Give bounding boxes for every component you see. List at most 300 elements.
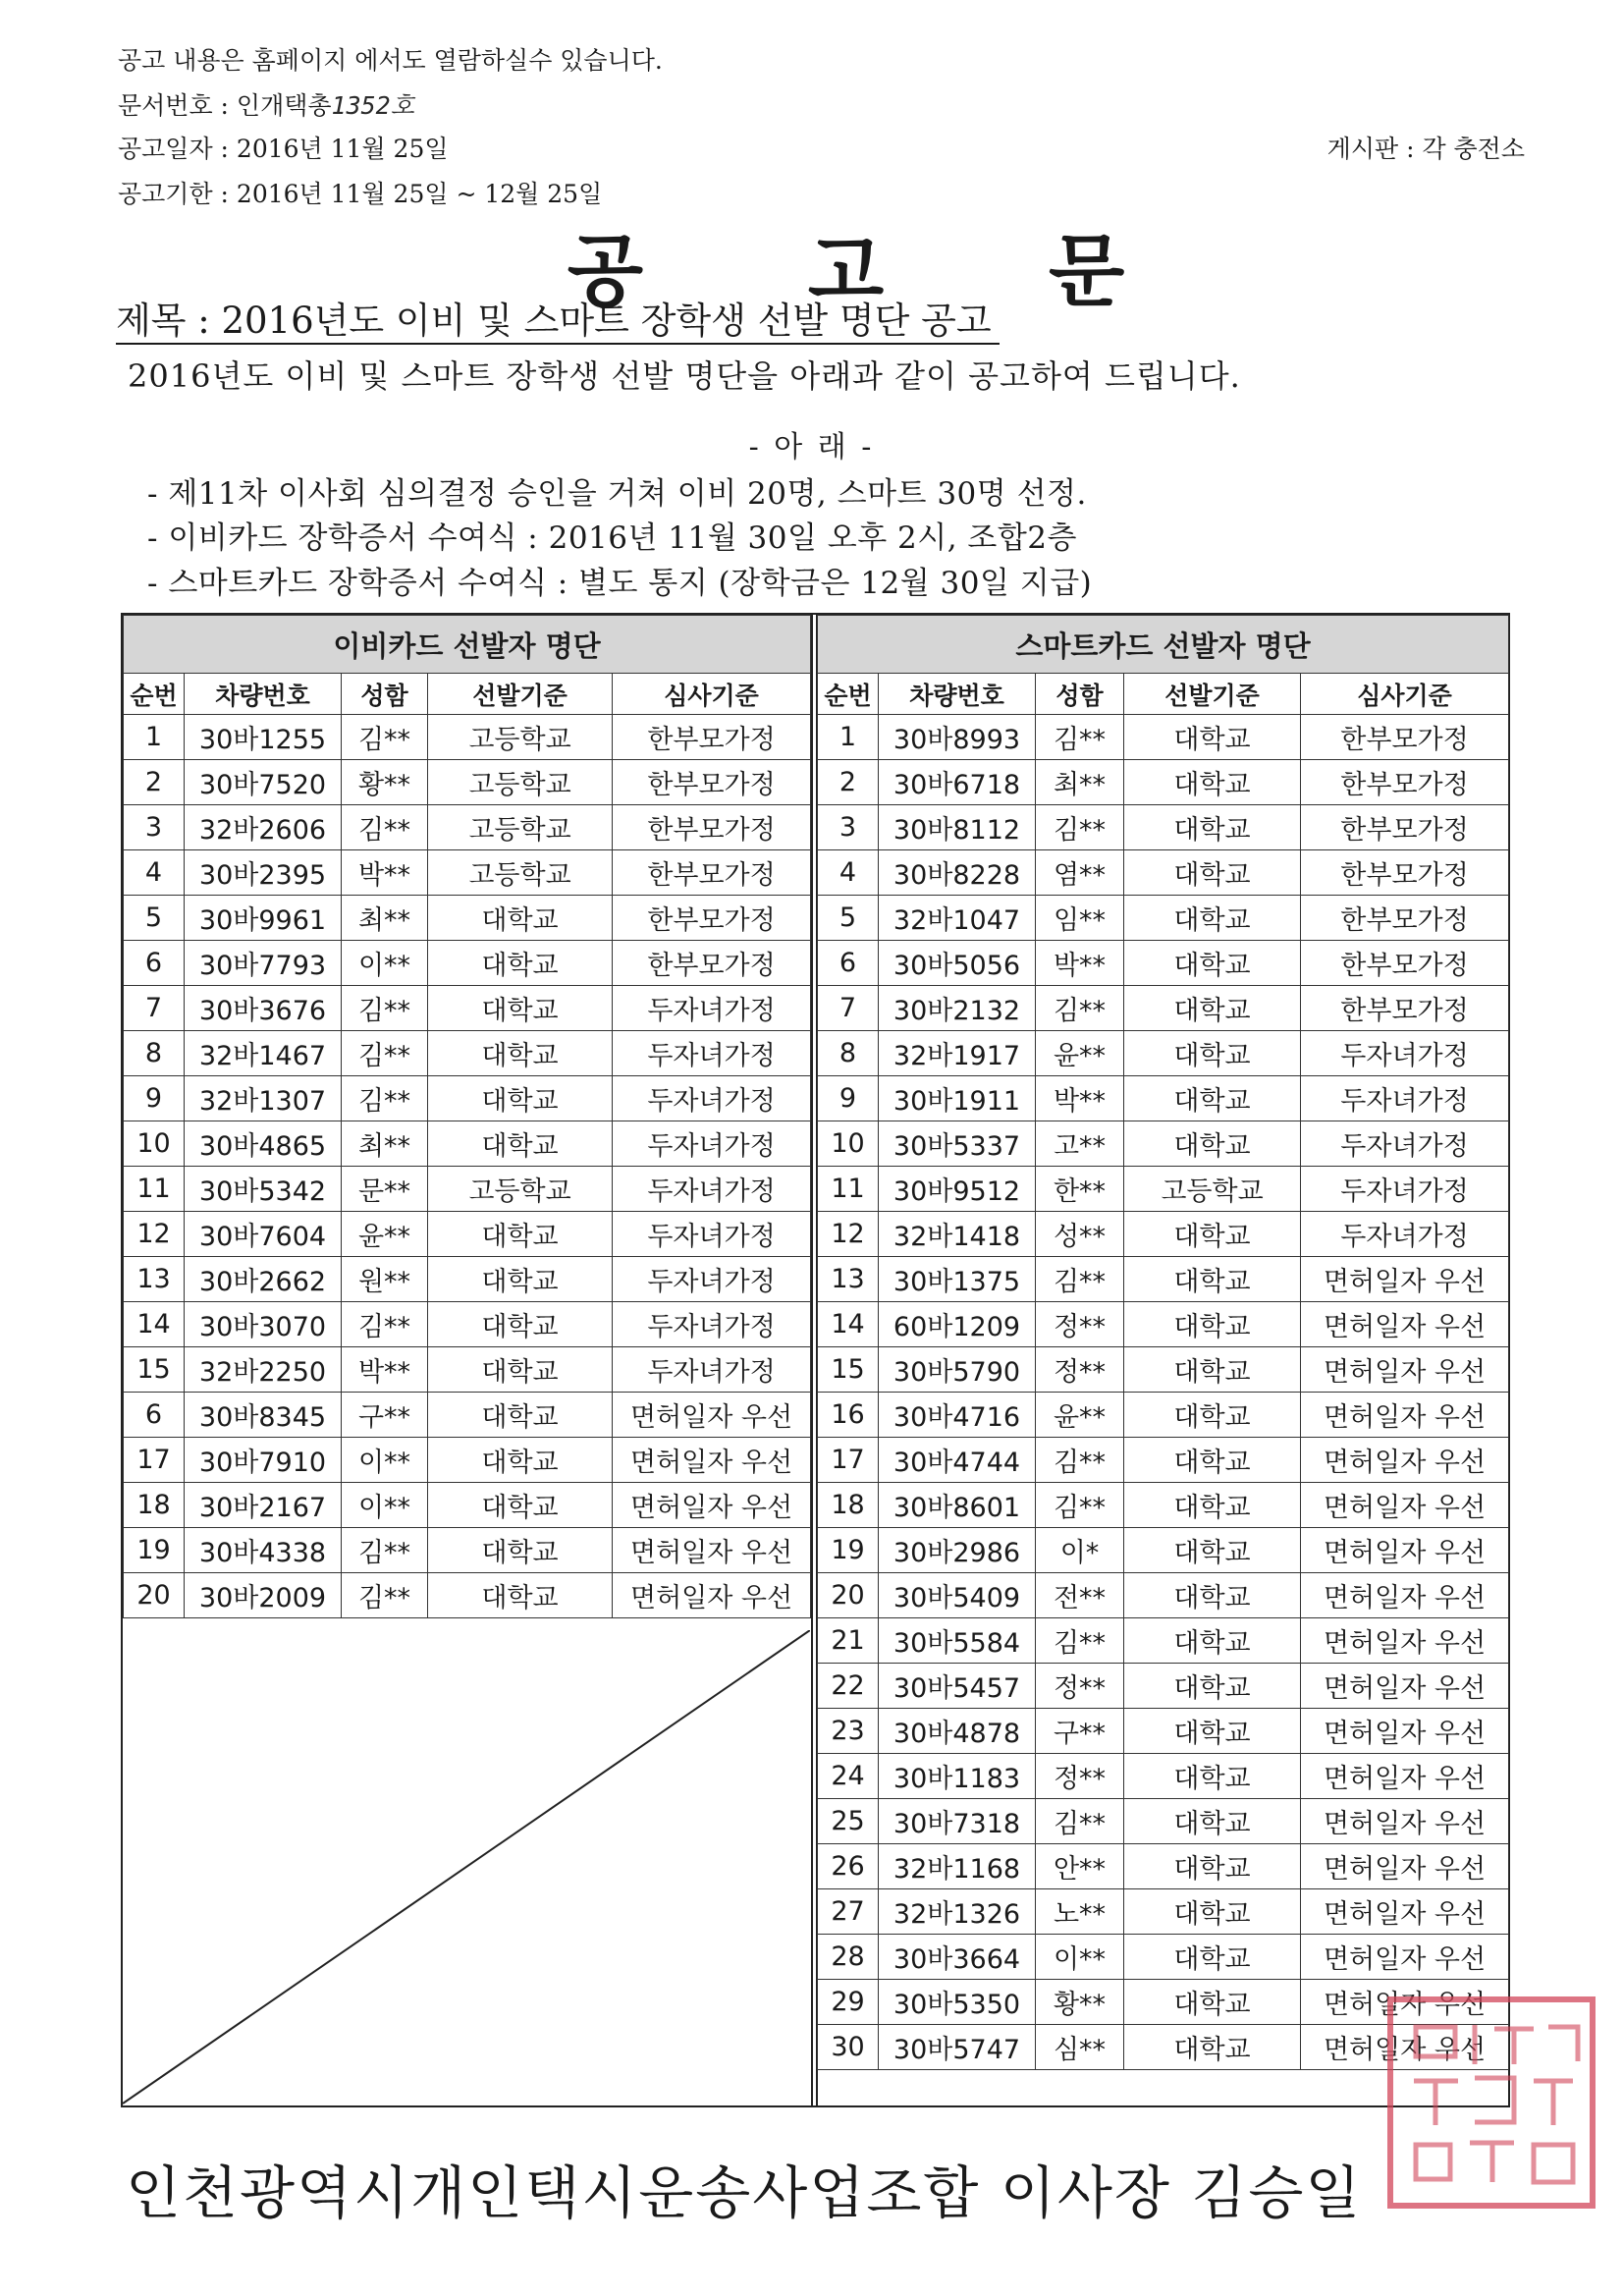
cell-no: 21	[818, 1618, 879, 1664]
cell-name: 박**	[342, 850, 428, 896]
cell-criteria: 면허일자 우선	[1301, 1889, 1509, 1935]
cell-selection: 대학교	[1124, 1121, 1301, 1167]
bullet-item: - 이비카드 장학증서 수여식 : 2016년 11월 30일 오후 2시, 조합2층	[147, 520, 1077, 556]
ebi-card-table-title: 이비카드 선발자 명단	[124, 616, 811, 674]
cell-selection: 대학교	[1124, 1664, 1301, 1709]
ebi-card-row	[124, 1076, 811, 1121]
cell-criteria: 두자녀가정	[613, 1212, 811, 1257]
bulletin-board-label: 게시판 : 각 충전소	[1326, 135, 1525, 163]
cell-criteria: 두자녀가정	[1301, 1121, 1509, 1167]
cell-plate: 30바1375	[879, 1257, 1036, 1302]
cell-selection: 대학교	[1124, 1799, 1301, 1844]
column-header-selection: 선발기준	[428, 674, 613, 715]
document-number	[118, 86, 414, 122]
cell-selection: 대학교	[1124, 1935, 1301, 1980]
cell-name: 정**	[1036, 1347, 1124, 1393]
cell-criteria: 면허일자 우선	[613, 1393, 811, 1438]
cell-selection: 대학교	[428, 1393, 613, 1438]
cell-criteria: 면허일자 우선	[613, 1438, 811, 1483]
cell-selection: 고등학교	[428, 715, 613, 760]
cell-selection: 대학교	[1124, 1483, 1301, 1528]
cell-plate: 30바5342	[185, 1167, 342, 1212]
column-header-no: 순번	[124, 674, 185, 715]
cell-criteria: 면허일자 우선	[1301, 1664, 1509, 1709]
cell-name: 김**	[1036, 1618, 1124, 1664]
cell-no: 30	[818, 2025, 879, 2070]
ebi-card-row	[124, 941, 811, 986]
cell-name: 최**	[1036, 760, 1124, 805]
cell-criteria: 두자녀가정	[1301, 1212, 1509, 1257]
cell-name: 성**	[1036, 1212, 1124, 1257]
cell-criteria: 면허일자 우선	[1301, 1393, 1509, 1438]
cell-no: 20	[124, 1573, 185, 1618]
cell-no: 9	[124, 1076, 185, 1121]
cell-name: 황**	[342, 760, 428, 805]
cell-plate: 30바7520	[185, 760, 342, 805]
cell-plate: 30바4744	[879, 1438, 1036, 1483]
smart-card-row	[818, 1844, 1509, 1889]
cell-name: 문**	[342, 1167, 428, 1212]
cell-name: 안**	[1036, 1844, 1124, 1889]
official-seal-stamp	[1377, 1988, 1606, 2217]
notice-period: 공고기한 : 2016년 11월 25일 ~ 12월 25일	[118, 180, 603, 208]
cell-plate: 32바1917	[879, 1031, 1036, 1076]
cell-selection: 대학교	[1124, 1212, 1301, 1257]
cell-criteria: 한부모가정	[613, 760, 811, 805]
cell-criteria: 한부모가정	[1301, 941, 1509, 986]
document-title: 공 고 문	[567, 225, 1194, 317]
cell-name: 윤**	[342, 1212, 428, 1257]
cell-no: 18	[818, 1483, 879, 1528]
cell-criteria: 한부모가정	[1301, 805, 1509, 850]
column-header-plate: 차량번호	[185, 674, 342, 715]
ebi-card-row	[124, 1573, 811, 1618]
cell-no: 2	[124, 760, 185, 805]
cell-selection: 대학교	[428, 1302, 613, 1347]
cell-plate: 32바1047	[879, 896, 1036, 941]
smart-card-row	[818, 1618, 1509, 1664]
cell-criteria: 면허일자 우선	[1301, 1573, 1509, 1618]
cell-no: 7	[124, 986, 185, 1031]
smart-card-row	[818, 1257, 1509, 1302]
cell-plate: 30바7910	[185, 1438, 342, 1483]
cell-no: 22	[818, 1664, 879, 1709]
cell-no: 17	[818, 1438, 879, 1483]
cell-selection: 고등학교	[428, 760, 613, 805]
cell-selection: 대학교	[428, 941, 613, 986]
ebi-card-row	[124, 896, 811, 941]
cell-no: 8	[124, 1031, 185, 1076]
cell-name: 김**	[1036, 715, 1124, 760]
cell-name: 김**	[342, 805, 428, 850]
cell-no: 10	[124, 1121, 185, 1167]
cell-criteria: 면허일자 우선	[1301, 1347, 1509, 1393]
ebi-card-row	[124, 1212, 811, 1257]
cell-no: 6	[124, 1393, 185, 1438]
ebi-card-column-headers	[124, 674, 811, 715]
cell-selection: 대학교	[428, 1031, 613, 1076]
column-header-selection: 선발기준	[1124, 674, 1301, 715]
cell-name: 김**	[1036, 1799, 1124, 1844]
cell-plate: 30바2009	[185, 1573, 342, 1618]
cell-no: 12	[124, 1212, 185, 1257]
smart-card-row	[818, 1438, 1509, 1483]
smart-card-row	[818, 1031, 1509, 1076]
cell-selection: 고등학교	[428, 805, 613, 850]
cell-criteria: 면허일자 우선	[1301, 1528, 1509, 1573]
cell-name: 김**	[1036, 1257, 1124, 1302]
section-heading: - 아 래 -	[748, 430, 875, 465]
cell-criteria: 면허일자 우선	[1301, 1483, 1509, 1528]
cell-criteria: 면허일자 우선	[1301, 1709, 1509, 1754]
cell-criteria: 두자녀가정	[1301, 1031, 1509, 1076]
cell-no: 6	[818, 941, 879, 986]
cell-no: 23	[818, 1709, 879, 1754]
smart-card-row	[818, 850, 1509, 896]
cell-criteria: 면허일자 우선	[613, 1528, 811, 1573]
homepage-notice: 공고 내용은 홈페이지 에서도 열람하실수 있습니다.	[118, 46, 663, 75]
smart-card-row	[818, 1167, 1509, 1212]
cell-plate: 30바4865	[185, 1121, 342, 1167]
cell-plate: 32바1168	[879, 1844, 1036, 1889]
cell-name: 박**	[342, 1347, 428, 1393]
column-header-name: 성함	[342, 674, 428, 715]
column-header-name: 성함	[1036, 674, 1124, 715]
intro-text: 2016년도 이비 및 스마트 장학생 선발 명단을 아래과 같이 공고하여 드립니다.	[128, 357, 1241, 395]
cell-plate: 30바5584	[879, 1618, 1036, 1664]
bullet-item: - 제11차 이사회 심의결정 승인을 거쳐 이비 20명, 스마트 30명 선정.	[147, 476, 1087, 512]
cell-no: 20	[818, 1573, 879, 1618]
column-header-plate: 차량번호	[879, 674, 1036, 715]
cell-selection: 대학교	[1124, 1302, 1301, 1347]
ebi-card-table	[123, 615, 811, 1618]
cell-name: 최**	[342, 1121, 428, 1167]
smart-card-row	[818, 1709, 1509, 1754]
smart-card-row	[818, 1799, 1509, 1844]
diagonal-line	[123, 1630, 810, 2104]
cell-plate: 30바8601	[879, 1483, 1036, 1528]
cell-selection: 대학교	[428, 1483, 613, 1528]
column-header-criteria: 심사기준	[613, 674, 811, 715]
cell-no: 27	[818, 1889, 879, 1935]
cell-criteria: 한부모가정	[613, 850, 811, 896]
cell-criteria: 한부모가정	[613, 715, 811, 760]
ebi-card-row	[124, 850, 811, 896]
smart-card-row	[818, 1347, 1509, 1393]
cell-selection: 대학교	[428, 896, 613, 941]
cell-no: 3	[124, 805, 185, 850]
cell-name: 전**	[1036, 1573, 1124, 1618]
smart-card-table	[817, 615, 1509, 2070]
cell-selection: 대학교	[428, 1121, 613, 1167]
cell-plate: 30바2395	[185, 850, 342, 896]
cell-name: 염**	[1036, 850, 1124, 896]
cell-criteria: 면허일자 우선	[1301, 1935, 1509, 1980]
cell-plate: 30바7318	[879, 1799, 1036, 1844]
cell-no: 24	[818, 1754, 879, 1799]
cell-plate: 30바8112	[879, 805, 1036, 850]
cell-criteria: 면허일자 우선	[1301, 1799, 1509, 1844]
document-subject: 제목 : 2016년도 이비 및 스마트 장학생 선발 명단 공고	[116, 300, 1000, 345]
cell-criteria: 한부모가정	[613, 941, 811, 986]
cell-plate: 30바8345	[185, 1393, 342, 1438]
smart-card-row	[818, 1393, 1509, 1438]
ebi-card-row	[124, 805, 811, 850]
column-header-criteria: 심사기준	[1301, 674, 1509, 715]
cell-no: 11	[818, 1167, 879, 1212]
cell-name: 정**	[1036, 1664, 1124, 1709]
smart-card-row	[818, 1573, 1509, 1618]
cell-selection: 대학교	[1124, 1528, 1301, 1573]
smart-card-column-headers	[818, 674, 1509, 715]
cell-selection: 대학교	[1124, 896, 1301, 941]
cell-criteria: 면허일자 우선	[1301, 1302, 1509, 1347]
cell-criteria: 한부모가정	[1301, 760, 1509, 805]
cell-plate: 30바2986	[879, 1528, 1036, 1573]
smart-card-table-title: 스마트카드 선발자 명단	[818, 616, 1509, 674]
cell-no: 1	[818, 715, 879, 760]
cell-plate: 30바4716	[879, 1393, 1036, 1438]
cell-plate: 32바1467	[185, 1031, 342, 1076]
cell-no: 16	[818, 1393, 879, 1438]
cell-selection: 대학교	[428, 1257, 613, 1302]
smart-card-row	[818, 760, 1509, 805]
cell-no: 29	[818, 1980, 879, 2025]
cell-plate: 30바8993	[879, 715, 1036, 760]
cell-criteria: 면허일자 우선	[1301, 1618, 1509, 1664]
bullet-item: - 스마트카드 장학증서 수여식 : 별도 통지 (장학금은 12월 30일 지급)	[147, 566, 1093, 601]
smart-card-row	[818, 986, 1509, 1031]
cell-plate: 32바1307	[185, 1076, 342, 1121]
ebi-card-row	[124, 1483, 811, 1528]
cell-selection: 대학교	[1124, 941, 1301, 986]
cell-criteria: 한부모가정	[1301, 715, 1509, 760]
cell-selection: 고등학교	[428, 850, 613, 896]
cell-selection: 대학교	[428, 1212, 613, 1257]
cell-name: 김**	[1036, 805, 1124, 850]
cell-criteria: 면허일자 우선	[1301, 2025, 1509, 2070]
cell-plate: 30바3676	[185, 986, 342, 1031]
cell-name: 김**	[1036, 1438, 1124, 1483]
ebi-card-row	[124, 715, 811, 760]
cell-criteria: 면허일자 우선	[1301, 1844, 1509, 1889]
column-header-no: 순번	[818, 674, 879, 715]
cell-name: 이**	[342, 1438, 428, 1483]
cell-selection: 대학교	[428, 1438, 613, 1483]
cell-name: 김**	[342, 1076, 428, 1121]
cell-no: 4	[818, 850, 879, 896]
cell-criteria: 한부모가정	[1301, 896, 1509, 941]
cell-name: 고**	[1036, 1121, 1124, 1167]
cell-no: 18	[124, 1483, 185, 1528]
cell-criteria: 두자녀가정	[613, 1302, 811, 1347]
cell-name: 김**	[342, 1528, 428, 1573]
smart-card-row	[818, 715, 1509, 760]
cell-plate: 30바3664	[879, 1935, 1036, 1980]
cell-selection: 대학교	[1124, 1573, 1301, 1618]
smart-card-row	[818, 1483, 1509, 1528]
cell-plate: 30바7793	[185, 941, 342, 986]
cell-name: 김**	[342, 715, 428, 760]
cell-no: 15	[124, 1347, 185, 1393]
cell-plate: 30바4338	[185, 1528, 342, 1573]
cell-name: 윤**	[1036, 1031, 1124, 1076]
cell-criteria: 두자녀가정	[613, 1076, 811, 1121]
cell-selection: 대학교	[1124, 1980, 1301, 2025]
cell-name: 이**	[342, 1483, 428, 1528]
cell-criteria: 두자녀가정	[613, 1031, 811, 1076]
cell-no: 17	[124, 1438, 185, 1483]
cell-no: 6	[124, 941, 185, 986]
cell-plate: 30바1255	[185, 715, 342, 760]
cell-name: 이*	[1036, 1528, 1124, 1573]
cell-no: 13	[124, 1257, 185, 1302]
cell-selection: 대학교	[1124, 850, 1301, 896]
cell-criteria: 한부모가정	[613, 896, 811, 941]
cell-name: 김**	[342, 1031, 428, 1076]
cell-name: 구**	[1036, 1709, 1124, 1754]
cell-selection: 대학교	[1124, 986, 1301, 1031]
ebi-card-row	[124, 1528, 811, 1573]
cell-criteria: 면허일자 우선	[1301, 1438, 1509, 1483]
cell-name: 최**	[342, 896, 428, 941]
cell-selection: 대학교	[428, 1076, 613, 1121]
cell-name: 이**	[1036, 1935, 1124, 1980]
smart-card-row	[818, 896, 1509, 941]
ebi-card-row	[124, 1347, 811, 1393]
cell-criteria: 두자녀가정	[613, 1347, 811, 1393]
cell-plate: 30바9512	[879, 1167, 1036, 1212]
cell-no: 2	[818, 760, 879, 805]
cell-no: 15	[818, 1347, 879, 1393]
cell-selection: 대학교	[1124, 805, 1301, 850]
cell-plate: 30바3070	[185, 1302, 342, 1347]
cell-name: 노**	[1036, 1889, 1124, 1935]
cell-plate: 30바5337	[879, 1121, 1036, 1167]
cell-plate: 30바9961	[185, 896, 342, 941]
cell-selection: 대학교	[428, 1347, 613, 1393]
ebi-card-row	[124, 1438, 811, 1483]
cell-plate: 32바1418	[879, 1212, 1036, 1257]
document-number-handwritten: 1352호	[331, 91, 414, 120]
cell-plate: 30바1911	[879, 1076, 1036, 1121]
cell-name: 김**	[1036, 1483, 1124, 1528]
cell-no: 7	[818, 986, 879, 1031]
cell-name: 정**	[1036, 1754, 1124, 1799]
cell-name: 이**	[342, 941, 428, 986]
ebi-card-row	[124, 986, 811, 1031]
cell-selection: 대학교	[1124, 1076, 1301, 1121]
cell-plate: 30바8228	[879, 850, 1036, 896]
cell-plate: 30바5409	[879, 1573, 1036, 1618]
ebi-card-row	[124, 1302, 811, 1347]
cell-plate: 30바4878	[879, 1709, 1036, 1754]
smart-card-row	[818, 1528, 1509, 1573]
smart-card-row	[818, 1664, 1509, 1709]
cell-no: 28	[818, 1935, 879, 1980]
cell-criteria: 면허일자 우선	[1301, 1754, 1509, 1799]
cell-name: 박**	[1036, 941, 1124, 986]
cell-name: 원**	[342, 1257, 428, 1302]
cell-no: 12	[818, 1212, 879, 1257]
empty-area-diagonal	[123, 1630, 810, 2105]
issuer-signature: 인천광역시개인택시운송사업조합 이사장 김승일	[126, 2159, 1363, 2226]
notice-date: 공고일자 : 2016년 11월 25일	[118, 135, 449, 163]
cell-no: 25	[818, 1799, 879, 1844]
ebi-card-row	[124, 760, 811, 805]
cell-name: 정**	[1036, 1302, 1124, 1347]
cell-plate: 60바1209	[879, 1302, 1036, 1347]
smart-card-row	[818, 1889, 1509, 1935]
cell-plate: 30바2132	[879, 986, 1036, 1031]
cell-criteria: 한부모가정	[1301, 986, 1509, 1031]
cell-selection: 고등학교	[1124, 1167, 1301, 1212]
cell-criteria: 두자녀가정	[613, 986, 811, 1031]
cell-selection: 대학교	[1124, 1031, 1301, 1076]
cell-selection: 대학교	[1124, 1347, 1301, 1393]
cell-no: 3	[818, 805, 879, 850]
cell-plate: 30바6718	[879, 760, 1036, 805]
cell-criteria: 두자녀가정	[1301, 1167, 1509, 1212]
cell-no: 5	[818, 896, 879, 941]
cell-no: 13	[818, 1257, 879, 1302]
ebi-card-row	[124, 1031, 811, 1076]
cell-no: 19	[124, 1528, 185, 1573]
cell-selection: 대학교	[1124, 1618, 1301, 1664]
cell-plate: 30바5747	[879, 2025, 1036, 2070]
cell-no: 19	[818, 1528, 879, 1573]
cell-selection: 대학교	[1124, 1754, 1301, 1799]
cell-no: 9	[818, 1076, 879, 1121]
cell-name: 임**	[1036, 896, 1124, 941]
cell-no: 10	[818, 1121, 879, 1167]
cell-no: 8	[818, 1031, 879, 1076]
cell-no: 26	[818, 1844, 879, 1889]
cell-plate: 30바5790	[879, 1347, 1036, 1393]
smart-card-row	[818, 941, 1509, 986]
cell-selection: 대학교	[428, 986, 613, 1031]
cell-selection: 대학교	[1124, 2025, 1301, 2070]
ebi-card-row	[124, 1257, 811, 1302]
smart-card-row	[818, 1121, 1509, 1167]
ebi-card-row	[124, 1393, 811, 1438]
cell-no: 1	[124, 715, 185, 760]
cell-plate: 32바2606	[185, 805, 342, 850]
cell-selection: 대학교	[1124, 1844, 1301, 1889]
document-number-label: 문서번호 : 인개택총	[118, 91, 332, 120]
cell-name: 김**	[1036, 986, 1124, 1031]
cell-name: 김**	[342, 986, 428, 1031]
cell-plate: 30바7604	[185, 1212, 342, 1257]
cell-name: 김**	[342, 1302, 428, 1347]
smart-card-row	[818, 1935, 1509, 1980]
cell-criteria: 두자녀가정	[1301, 1076, 1509, 1121]
cell-no: 4	[124, 850, 185, 896]
ebi-card-row	[124, 1167, 811, 1212]
cell-name: 심**	[1036, 2025, 1124, 2070]
cell-selection: 대학교	[1124, 1889, 1301, 1935]
cell-selection: 대학교	[428, 1528, 613, 1573]
cell-name: 윤**	[1036, 1393, 1124, 1438]
ebi-card-row	[124, 1121, 811, 1167]
cell-selection: 대학교	[1124, 1709, 1301, 1754]
cell-criteria: 한부모가정	[1301, 850, 1509, 896]
cell-selection: 대학교	[1124, 1257, 1301, 1302]
cell-no: 11	[124, 1167, 185, 1212]
cell-criteria: 두자녀가정	[613, 1121, 811, 1167]
cell-name: 김**	[342, 1573, 428, 1618]
cell-criteria: 면허일자 우선	[1301, 1257, 1509, 1302]
